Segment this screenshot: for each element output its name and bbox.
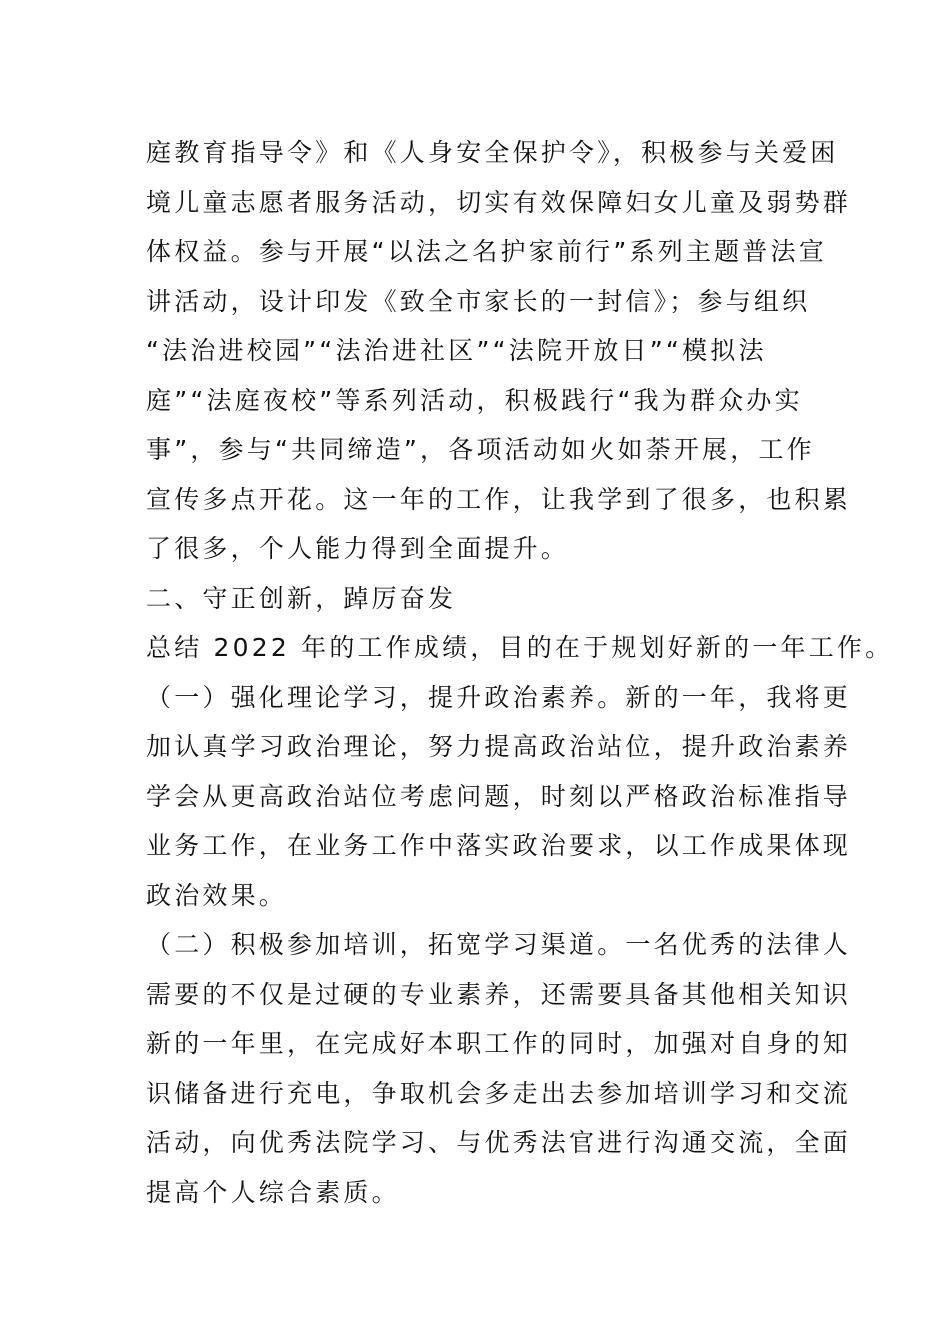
text-line: 宣传多点开花。这一年的工作，让我学到了很多，也积累 [146,484,852,514]
text-line: 讲活动，设计印发《致全市家长的一封信》；参与组织 [146,286,811,316]
text-line: 活动，向优秀法院学习、与优秀法官进行沟通交流，全面 [146,1128,852,1157]
text-line: 提高个人综合素质。 [146,1177,400,1207]
subsection-line: （一）强化理论学习，提升政治素养。新的一年，我将更 [146,682,852,712]
text-line: 庭”“法庭夜校”等系列活动，积极践行“我为群众办实 [146,385,803,415]
text-line: 政治效果。 [146,880,288,910]
section-heading: 二、守正创新，踔厉奋发 [146,583,457,613]
text-line: “法治进校园”“法治进社区”“法院开放日”“模拟法 [146,336,767,365]
text-line: 加认真学习政治理论，努力提高政治站位，提升政治素养 [146,732,852,761]
text-line: 学会从更高政治站位考虑问题，时刻以严格政治标准指导 [146,781,852,811]
document-body [146,128,894,1217]
subsection-line: （二）积极参加培训，拓宽学习渠道。一名优秀的法律人 [146,930,852,959]
text-line: 体权益。参与开展“以法之名护家前行”系列主题普法宣 [146,237,827,266]
text-line: 事”，参与“共同缔造”，各项活动如火如荼开展，工作 [146,435,815,464]
text-line: 新的一年里，在完成好本职工作的同时，加强对自身的知 [146,1029,852,1058]
text-line: 总结 2022 年的工作成绩，目的在于规划好新的一年工作。 [146,633,894,662]
text-line: 需要的不仅是过硬的专业素养，还需要具备其他相关知识 [146,979,852,1009]
text-line: 了很多，个人能力得到全面提升。 [146,534,570,563]
text-line: 庭教育指导令》和《人身安全保护令》，积极参与关爱困 [146,138,839,167]
text-line: 业务工作，在业务工作中落实政治要求，以工作成果体现 [146,831,852,860]
text-line: 识储备进行充电，争取机会多走出去参加培训学习和交流 [146,1078,852,1108]
text-line: 境儿童志愿者服务活动，切实有效保障妇女儿童及弱势群 [146,187,852,217]
